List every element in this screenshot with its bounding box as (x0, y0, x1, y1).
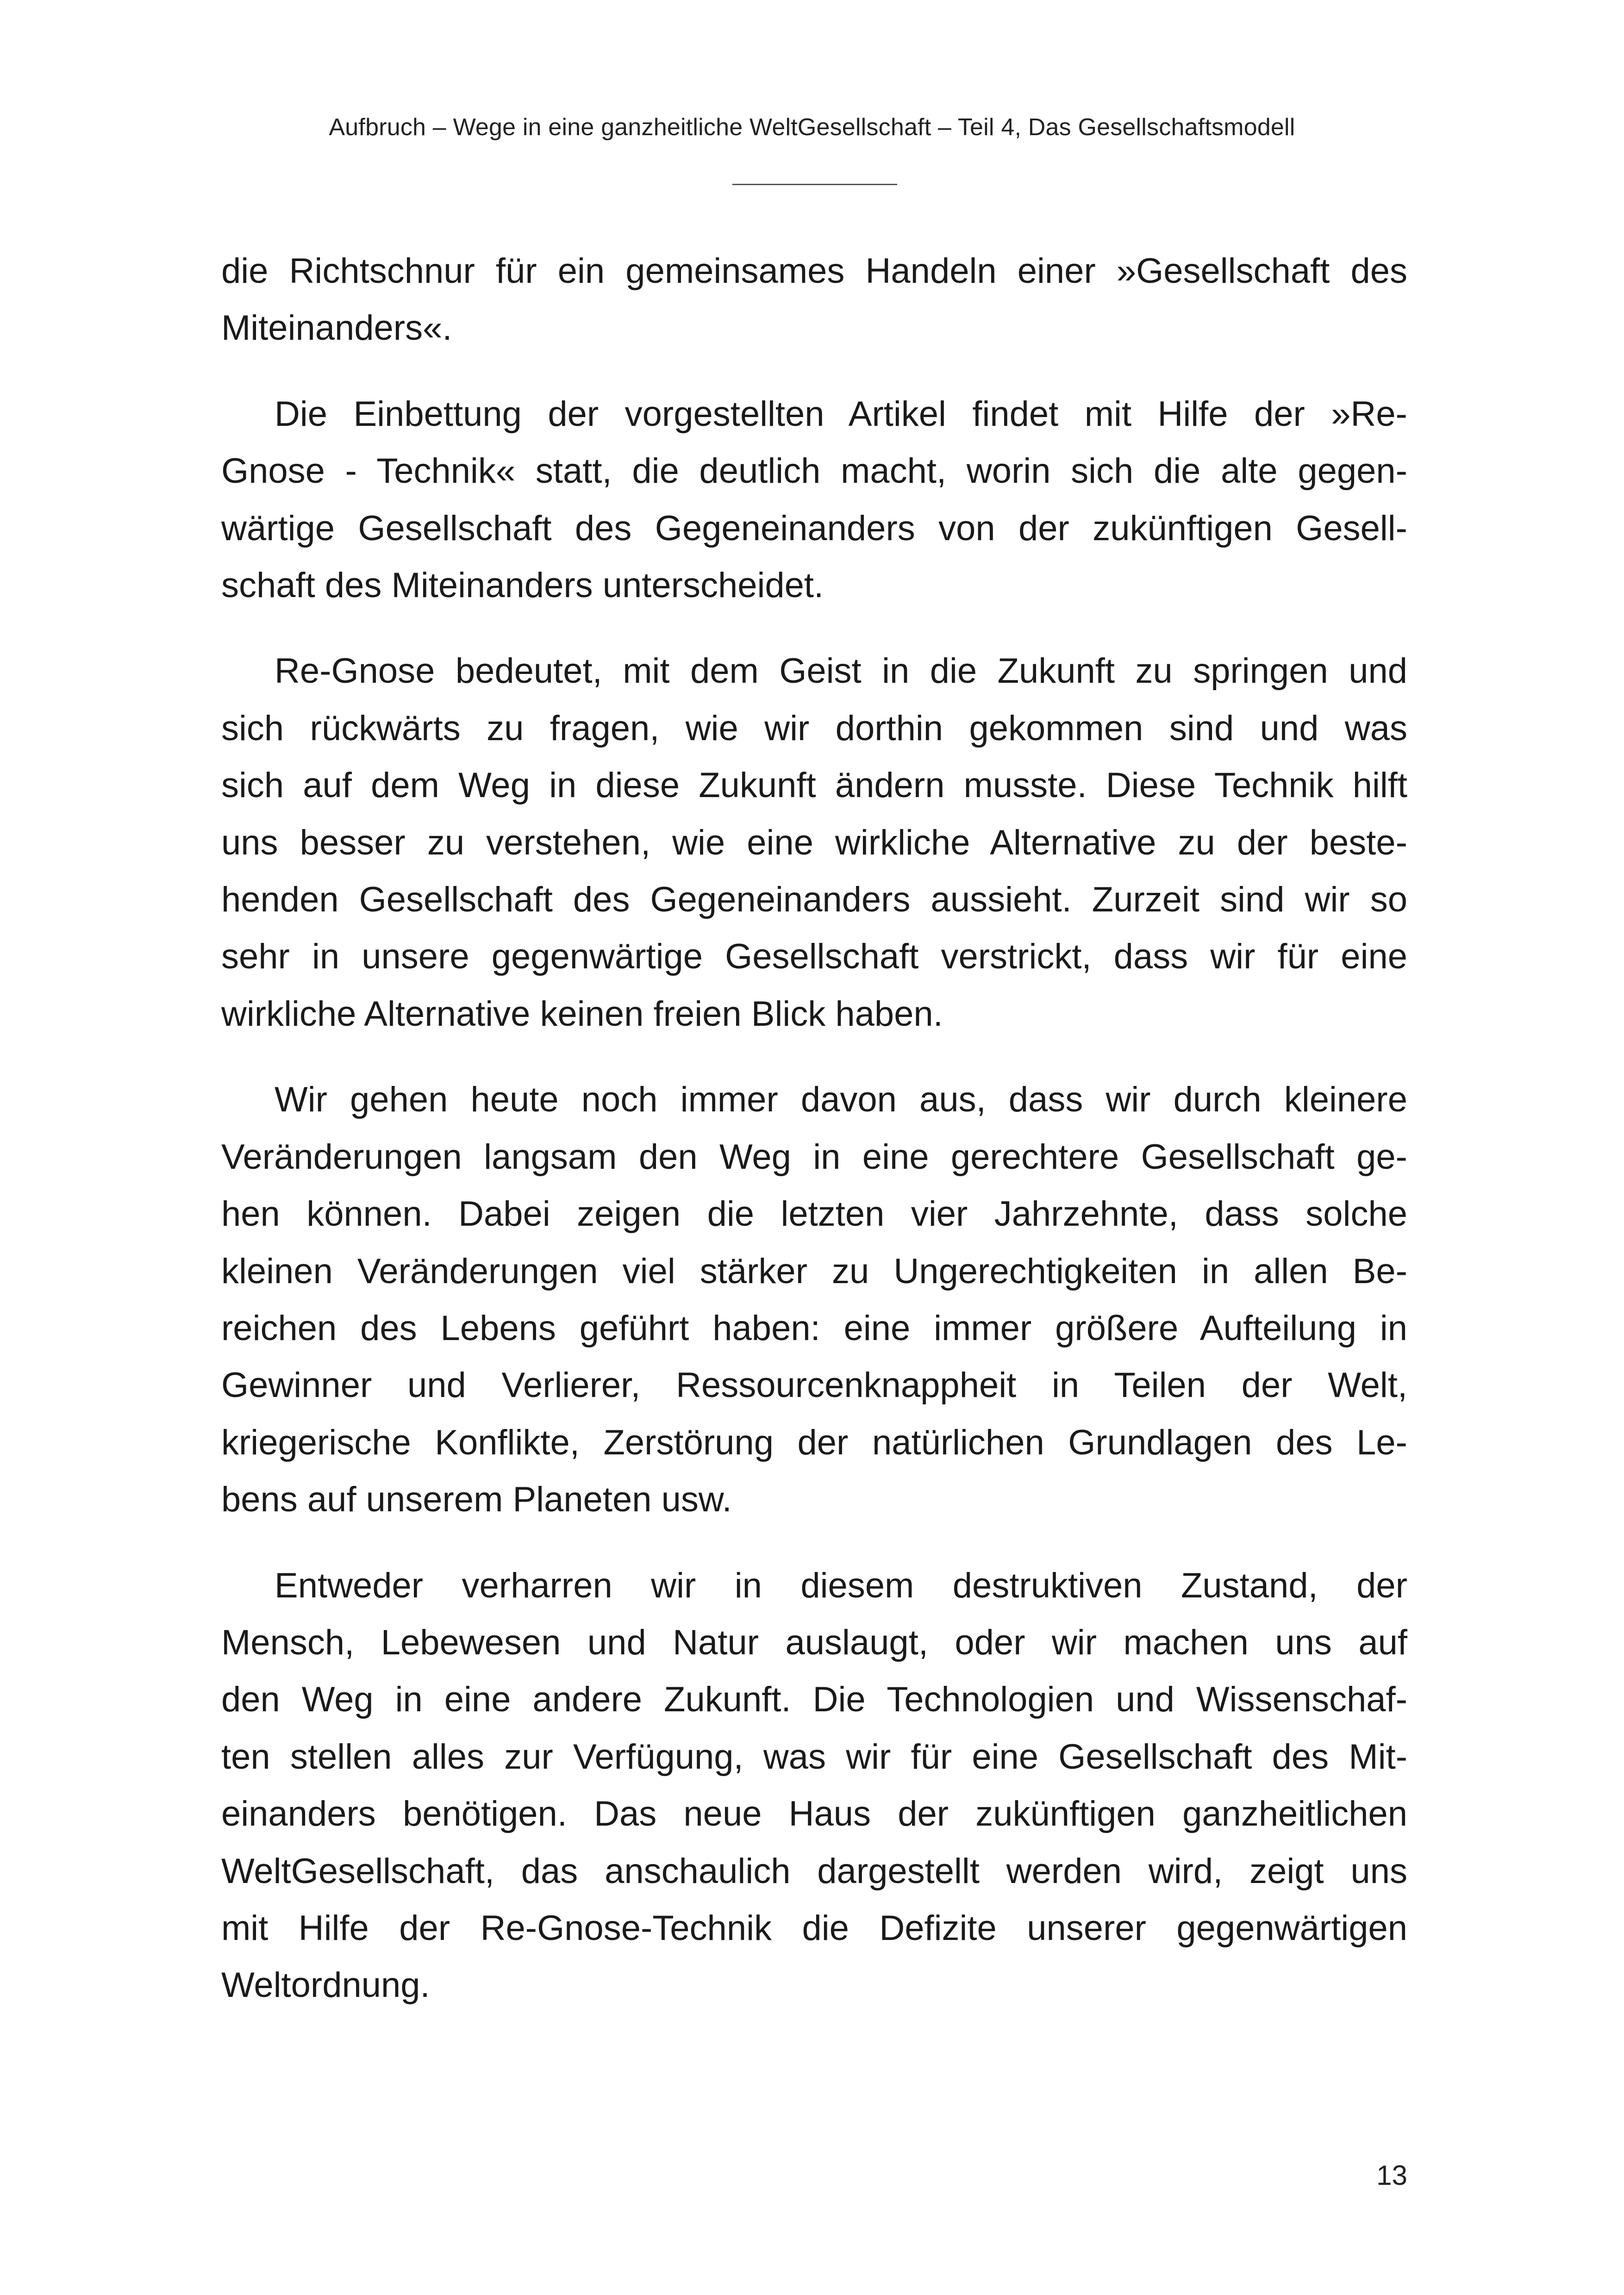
paragraph-gap (221, 357, 1407, 386)
paragraph (221, 386, 1407, 614)
text-line: sich auf dem Weg in diese Zukunft ändern musste. Diese Technik hilft (221, 766, 1407, 805)
paragraph-gap (221, 1042, 1407, 1071)
paragraph (221, 243, 1407, 357)
body-text (221, 243, 1407, 2014)
text-line: henden Gesellschaft des Gegeneinanders aussieht. Zurzeit sind wir so (221, 880, 1407, 920)
text-line: sehr in unsere gegenwärtige Gesellschaft verstrickt, dass wir für eine (221, 937, 1407, 977)
text-line: wirkliche Alternative keinen freien Blick haben. (221, 994, 943, 1034)
text-line: Entweder verharren wir in diesem destruktiven Zustand, der (275, 1565, 1407, 1605)
running-header: Aufbruch – Wege in eine ganzheitliche WeltGesellschaft – Teil 4, Das Gesellschaftsmodell (329, 114, 1295, 141)
text-line: kleinen Veränderungen viel stärker zu Ungerechtigkeiten in allen Be- (221, 1251, 1407, 1291)
text-line: hen können. Dabei zeigen die letzten vier Jahrzehnte, dass solche (221, 1194, 1407, 1234)
text-line: wärtige Gesellschaft des Gegeneinanders von der zukünftigen Gesell- (221, 508, 1407, 548)
text-line: Miteinanders«. (221, 308, 452, 348)
text-line: die Richtschnur für ein gemeinsames Handeln einer »Gesellschaft des (221, 251, 1407, 291)
text-line: reichen des Lebens geführt haben: eine immer größere Aufteilung in (221, 1308, 1407, 1348)
text-line: einanders benötigen. Das neue Haus der zukünftigen ganzheitlichen (221, 1794, 1407, 1834)
header-divider (732, 184, 897, 185)
text-line: mit Hilfe der Re-Gnose-Technik die Defizite unserer gegenwärtigen (221, 1908, 1407, 1948)
text-line: Die Einbettung der vorgestellten Artikel findet mit Hilfe der »Re- (275, 394, 1407, 434)
paragraph (221, 642, 1407, 1042)
text-line: Gewinner und Verlierer, Ressourcenknappheit in Teilen der Welt, (221, 1366, 1407, 1405)
text-line: Veränderungen langsam den Weg in eine gerechtere Gesellschaft ge- (221, 1137, 1407, 1177)
text-line: uns besser zu verstehen, wie eine wirkliche Alternative zu der beste- (221, 823, 1407, 862)
paragraph (221, 1557, 1407, 2014)
text-line: Weltordnung. (221, 1965, 430, 2005)
text-line: Mensch, Lebewesen und Natur auslaugt, oder wir machen uns auf (221, 1622, 1407, 1662)
text-line: schaft des Miteinanders unterscheidet. (221, 566, 824, 605)
text-line: Wir gehen heute noch immer davon aus, dass wir durch kleinere (275, 1080, 1407, 1120)
page-number: 13 (1376, 2160, 1407, 2191)
paragraph-gap (221, 614, 1407, 642)
text-line: Gnose - Technik« statt, die deutlich macht, worin sich die alte gegen- (221, 451, 1407, 491)
paragraph-gap (221, 1528, 1407, 1557)
paragraph (221, 1071, 1407, 1528)
text-line: ten stellen alles zur Verfügung, was wir für eine Gesellschaft des Mit- (221, 1737, 1407, 1777)
text-line: WeltGesellschaft, das anschaulich dargestellt werden wird, zeigt uns (221, 1851, 1407, 1891)
text-line: den Weg in eine andere Zukunft. Die Technologien und Wissenschaf- (221, 1680, 1407, 1720)
text-line: Re-Gnose bedeutet, mit dem Geist in die Zukunft zu springen und (275, 651, 1407, 691)
text-line: bens auf unserem Planeten usw. (221, 1480, 732, 1520)
text-line: kriegerische Konflikte, Zerstörung der natürlichen Grundlagen des Le- (221, 1422, 1407, 1462)
text-line: sich rückwärts zu fragen, wie wir dorthin gekommen sind und was (221, 708, 1407, 748)
